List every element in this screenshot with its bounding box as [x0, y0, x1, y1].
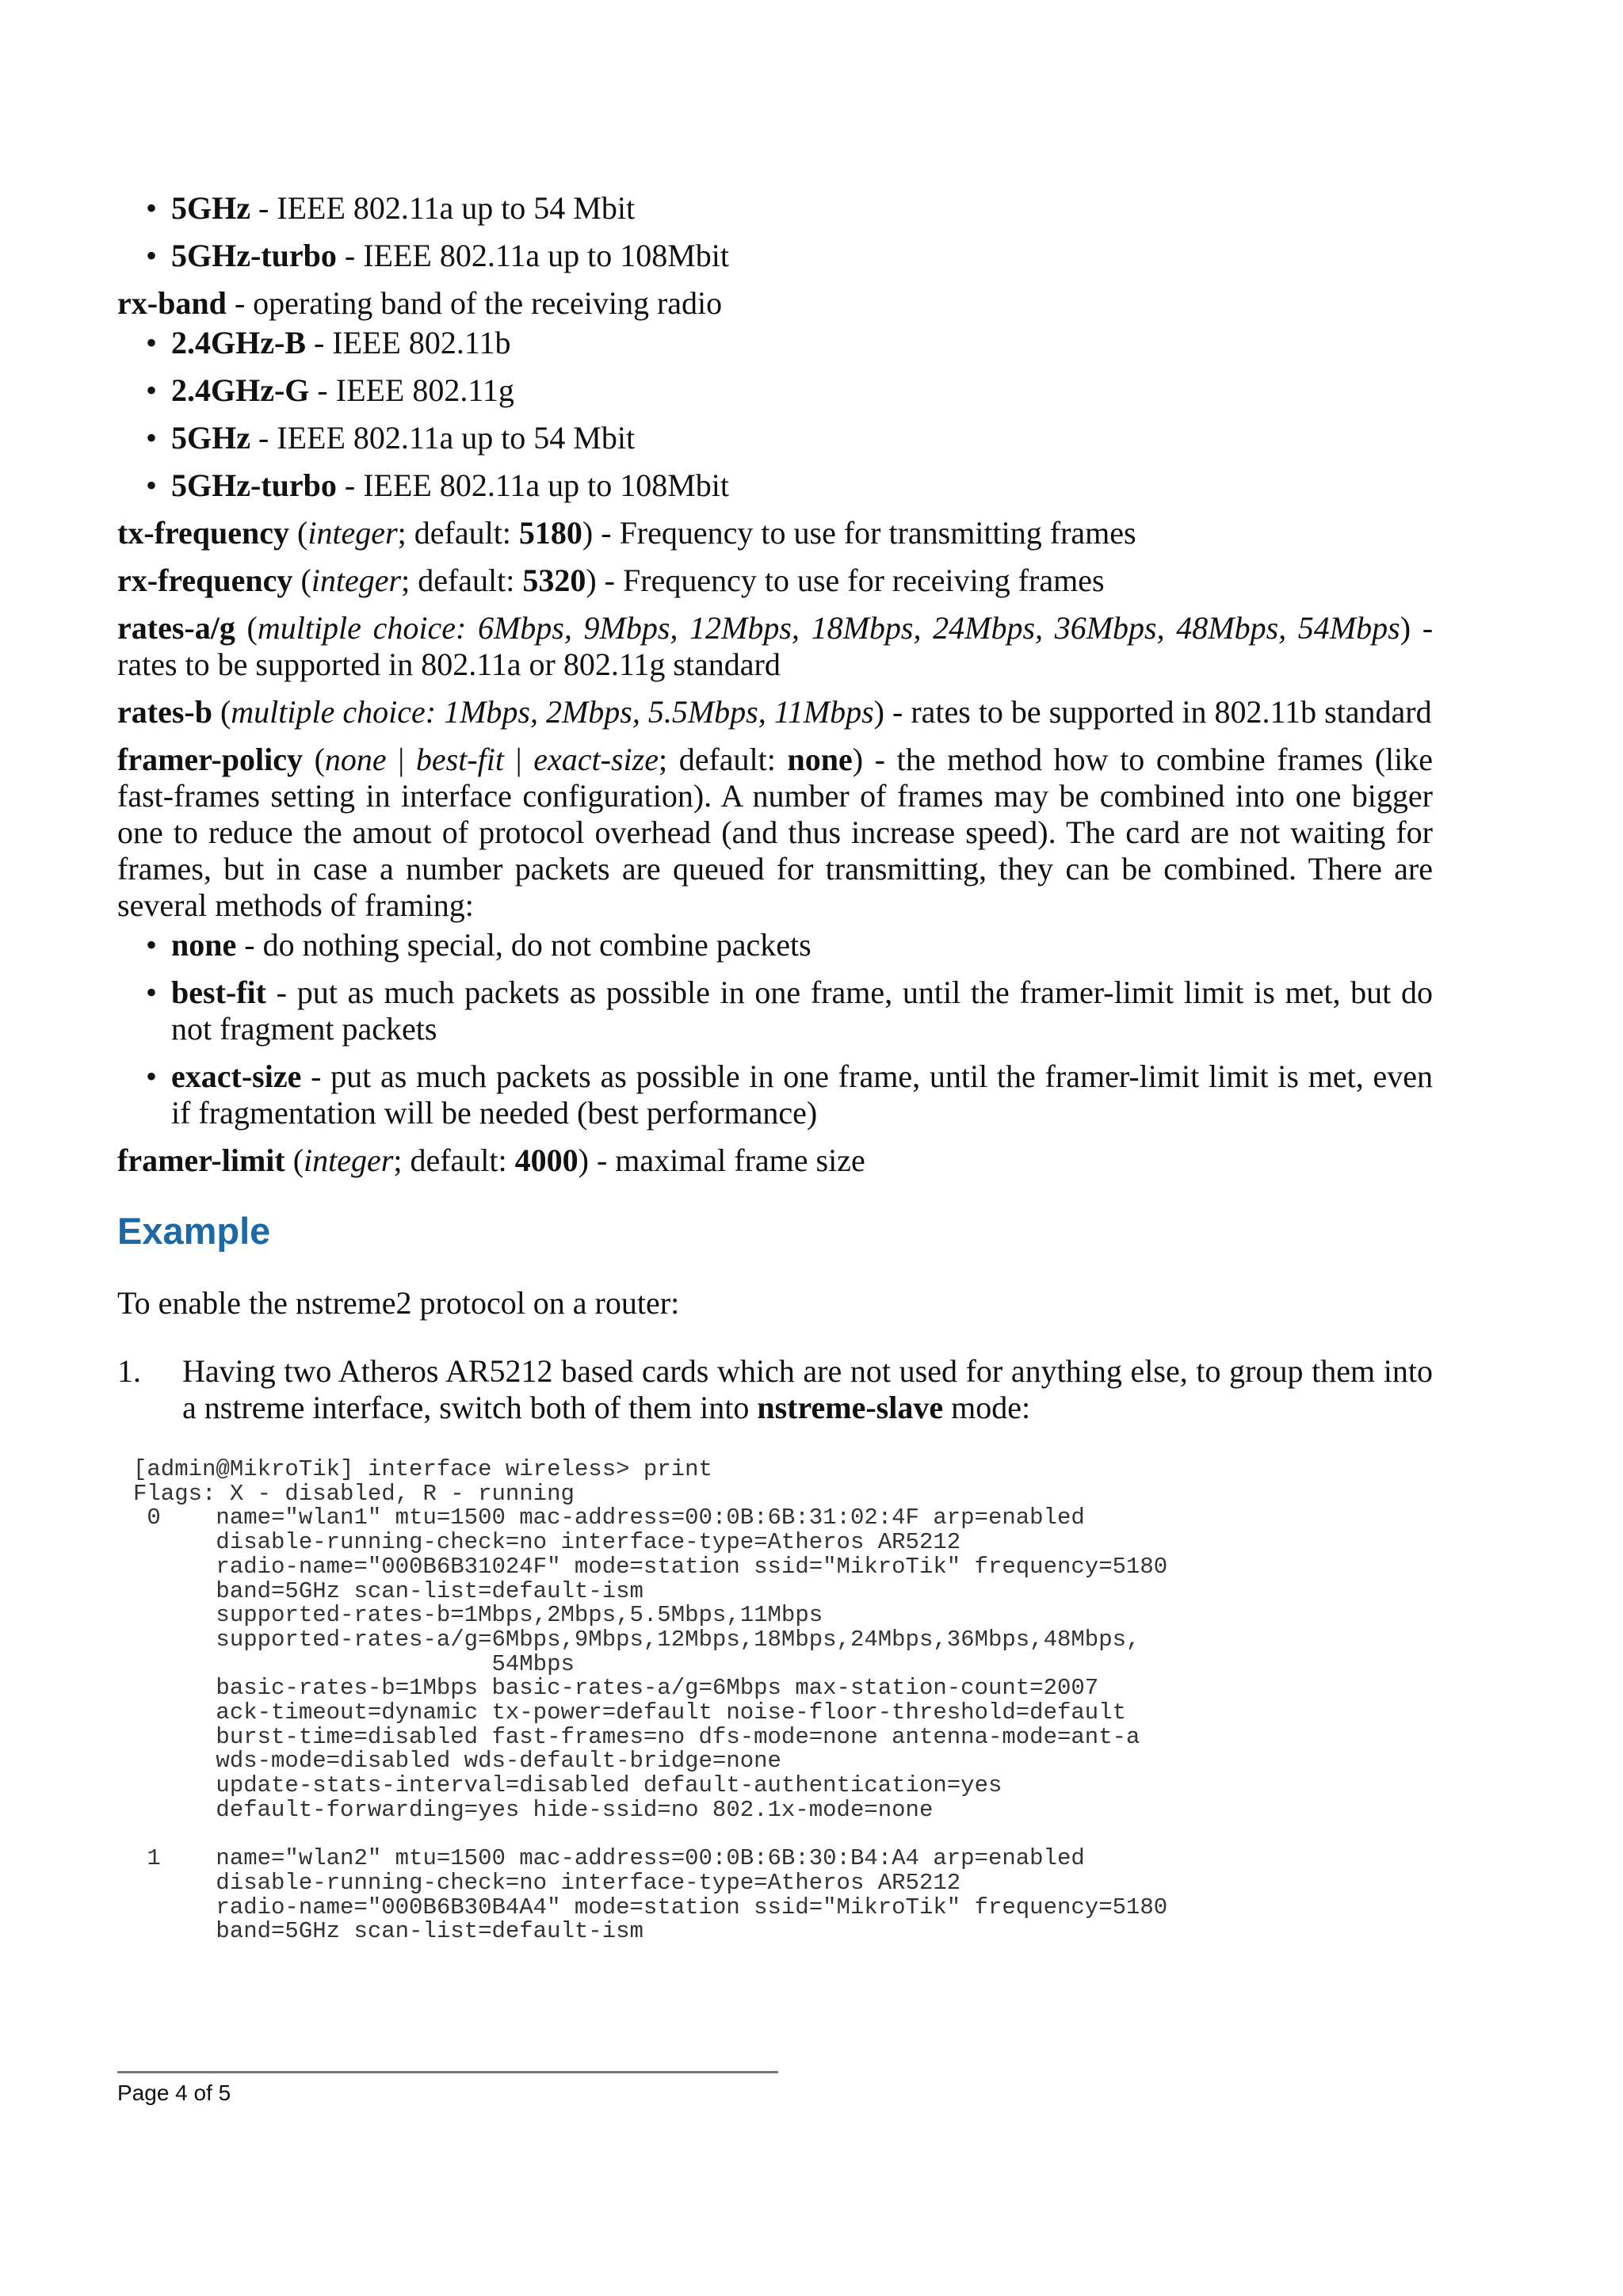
- code-block: [admin@MikroTik] interface wireless> print Flags: X - disabled, R - running 0 name="wlan1" mtu=1500 mac-address=00:0B:6B:31:02:4F arp=enabled disable-running-check=no interface-type=Atheros AR5212 radio-name="000B6B31024F" mode=station ssid="MikroTik" frequency=5180 band=5GHz scan-list=default-ism supported-rates-b=1Mbps,2Mbps,5.5Mbps,11Mbps supported-rates-a/g=6Mbps,9Mbps,12Mbps,18Mbps,24Mbps,36Mbps,48Mbps, 54Mbps basic-rates-b=1Mbps basic-rates-a/g=6Mbps max-station-count=2007 ack-timeout=dynamic tx-power=default noise-floor-threshold=default burst-time=disabled fast-frames=no dfs-mode=none antenna-mode=ant-a wds-mode=disabled wds-default-bridge=none update-stats-interval=disabled default-authentication=yes default-forwarding=yes hide-ssid=no 802.1x-mode=none 1 name="wlan2" mtu=1500 mac-address=00:0B:6B:30:B4:A4 arp=enabled disable-running-check=no interface-type=Atheros AR5212 radio-name="000B6B30B4A4" mode=station ssid="MikroTik" frequency=5180 band=5GHz scan-list=default-ism: [133, 1456, 1168, 1945]
- example-intro: To enable the nstreme2 protocol on a router:: [117, 1285, 680, 1321]
- list-item: • exact-size - put as much packets as possible in one frame, until the framer-limit limit is met, even if fragmentation will be needed (best performance): [117, 1058, 1433, 1131]
- list-item: • 5GHz - IEEE 802.11a up to 54 Mbit: [117, 190, 1433, 227]
- rx-band-list: [117, 325, 1433, 504]
- list-item: • 5GHz-turbo - IEEE 802.11a up to 108Mbit: [117, 467, 1433, 504]
- page-number: Page 4 of 5: [117, 2081, 231, 2105]
- step-number: 1.: [117, 1353, 141, 1389]
- rx-frequency-definition: rx-frequency (integer; default: 5320) - Frequency to use for receiving frames: [117, 563, 1105, 598]
- framer-policy-definition: framer-policy (none | best-fit | exact-size; default: none) - the method how to combine frames (like fast-frames setting in interface configuration). A number of frames may be combined into one bigger one to reduce the amout of protocol overhead (and thus increase speed). The card are not waiting for frames, but in case a number packets are queued for transmitting, they can be combined. There are several methods of framing:: [117, 742, 1434, 923]
- list-item: • 5GHz - IEEE 802.11a up to 54 Mbit: [117, 420, 1433, 456]
- list-item: • none - do nothing special, do not combine packets: [117, 927, 1433, 963]
- page-content: [117, 190, 1433, 1944]
- example-heading: Example: [117, 1210, 271, 1252]
- tx-frequency-definition: tx-frequency (integer; default: 5180) - Frequency to use for transmitting frames: [117, 515, 1136, 551]
- band-list-continued: [117, 190, 1433, 274]
- list-item: • 2.4GHz-B - IEEE 802.11b: [117, 325, 1433, 361]
- framer-limit-definition: framer-limit (integer; default: 4000) - maximal frame size: [117, 1142, 865, 1178]
- rx-band-definition: rx-band - operating band of the receiving radio: [117, 285, 723, 321]
- rates-b-definition: rates-b (multiple choice: 1Mbps, 2Mbps, 5.5Mbps, 11Mbps) - rates to be supported in 802.11b standard: [117, 694, 1432, 730]
- step-item: 1. Having two Atheros AR5212 based cards which are not used for anything else, to group them into a nstreme interface, switch both of them into nstreme-slave mode:: [117, 1353, 1433, 1425]
- list-item: • best-fit - put as much packets as possible in one frame, until the framer-limit limit is met, but do not fragment packets: [117, 974, 1433, 1047]
- list-item: • 5GHz-turbo - IEEE 802.11a up to 108Mbit: [117, 238, 1433, 274]
- framer-policy-list: [117, 927, 1433, 1131]
- footer-divider: [117, 2071, 778, 2073]
- list-item: • 2.4GHz-G - IEEE 802.11g: [117, 372, 1433, 409]
- rates-ag-definition: rates-a/g (multiple choice: 6Mbps, 9Mbps, 12Mbps, 18Mbps, 24Mbps, 36Mbps, 48Mbps, 54Mbps) - rates to be supported in 802.11a or 802.11g standard: [117, 610, 1434, 682]
- example-steps: [117, 1353, 1433, 1426]
